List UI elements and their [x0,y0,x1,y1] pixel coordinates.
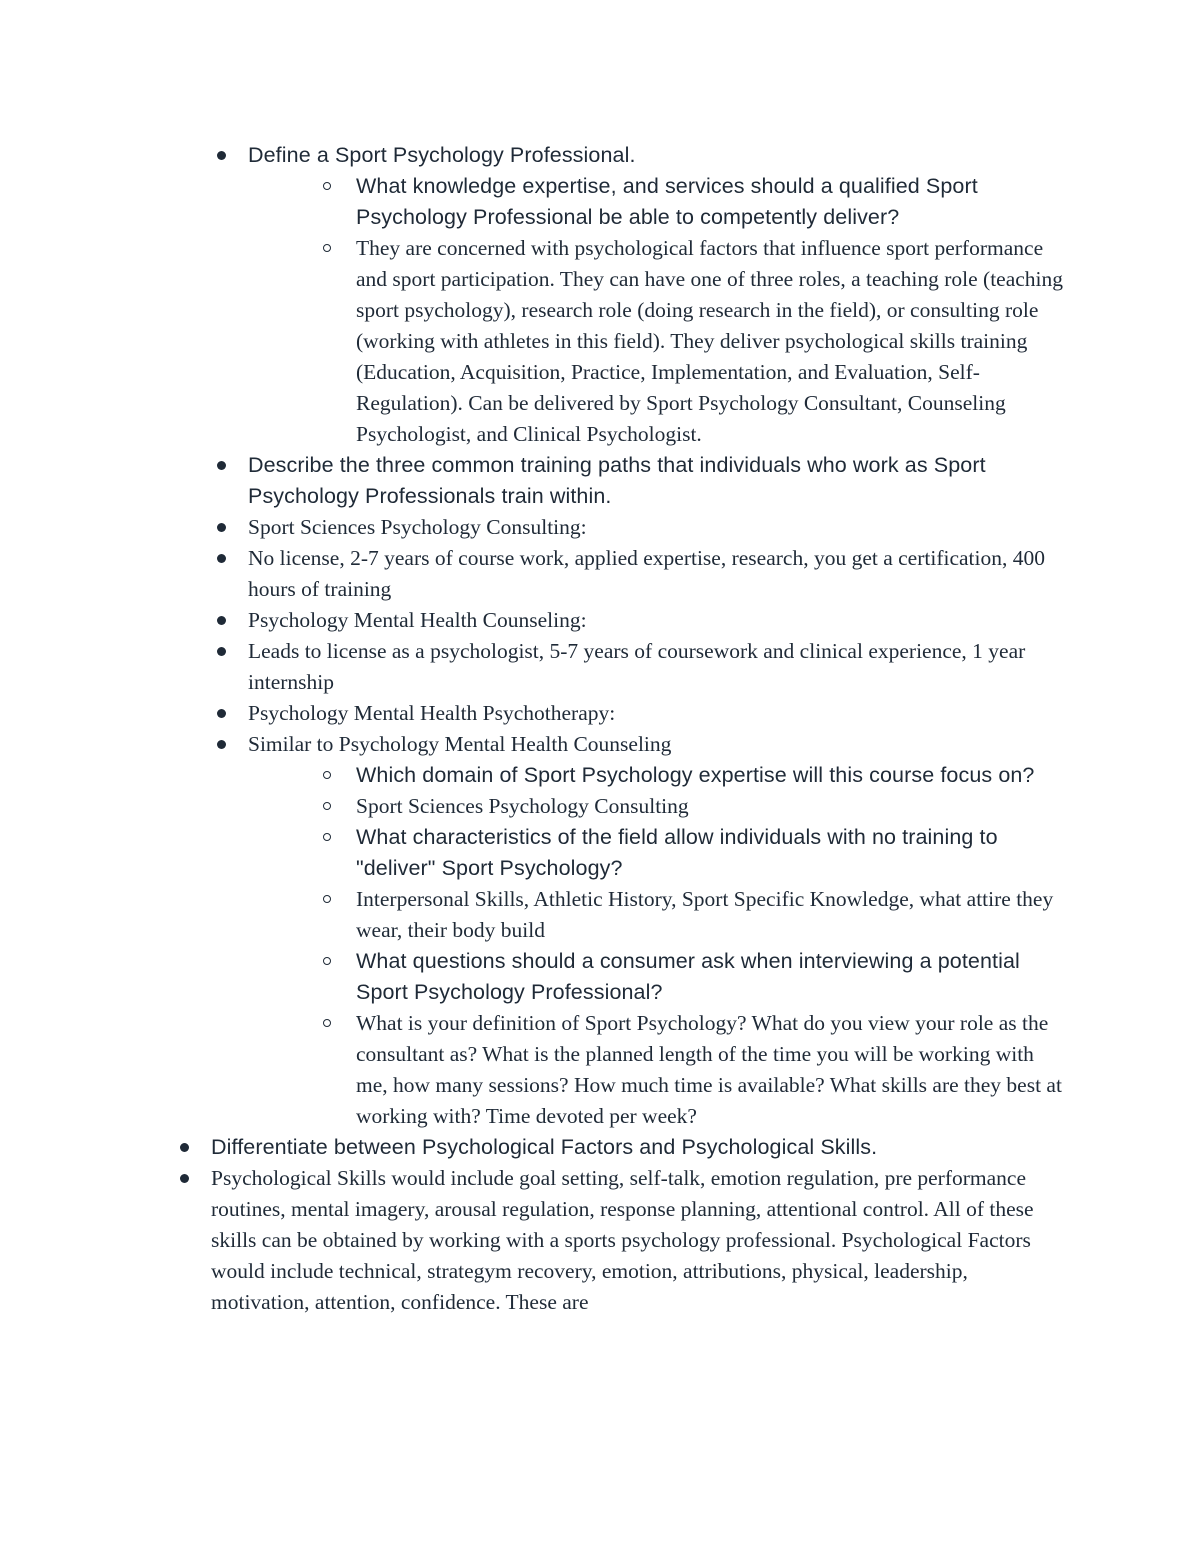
list-item [248,543,1078,605]
list-item [356,791,1066,822]
list-item-text: No license, 2-7 years of course work, applied expertise, research, you get a certification, 400 hours of training [248,546,1045,601]
bullet-disc-icon [217,151,226,160]
list-item [211,1163,1071,1318]
list-item [248,729,1078,760]
list-item [248,605,1078,636]
list-item-text: What characteristics of the field allow individuals with no training to "deliver" Sport Psychology? [356,825,998,880]
bullet-disc-icon [217,616,226,625]
list-item-text: Psychology Mental Health Counseling: [248,608,587,632]
bullet-circle-icon [323,182,331,190]
list-item [211,1132,1071,1163]
list-item [248,512,1078,543]
list-item-text: What questions should a consumer ask when interviewing a potential Sport Psychology Professional? [356,949,1020,1004]
list-item [248,698,1078,729]
list-item [356,233,1066,450]
bullet-circle-icon [323,895,331,903]
list-item [248,636,1078,698]
list-item-text: Sport Sciences Psychology Consulting [356,794,689,818]
bullet-disc-icon [217,461,226,470]
list-item-text: Psychology Mental Health Psychotherapy: [248,701,616,725]
list-item-text: Differentiate between Psychological Factors and Psychological Skills. [211,1135,878,1159]
bullet-circle-icon [323,771,331,779]
bullet-disc-icon [180,1143,189,1152]
list-item-text: Describe the three common training paths that individuals who work as Sport Psychology Professionals train within. [248,453,986,508]
list-item [356,822,1066,884]
list-item [356,884,1066,946]
bullet-circle-icon [323,833,331,841]
bullet-circle-icon [323,1019,331,1027]
bullet-circle-icon [323,957,331,965]
list-item [356,760,1066,791]
list-item-text: What knowledge expertise, and services should a qualified Sport Psychology Professional be able to competently deliver? [356,174,978,229]
list-item-text: Leads to license as a psychologist, 5-7 years of coursework and clinical experience, 1 year internship [248,639,1026,694]
list-item-text: Similar to Psychology Mental Health Counseling [248,732,672,756]
outline-list [0,140,1200,1318]
list-item [248,450,1078,512]
bullet-disc-icon [217,647,226,656]
list-item [356,1008,1066,1132]
bullet-circle-icon [323,802,331,810]
list-item-text: Define a Sport Psychology Professional. [248,143,636,167]
list-item-text: Which domain of Sport Psychology expertise will this course focus on? [356,763,1035,787]
bullet-disc-icon [217,740,226,749]
list-item [356,171,1066,233]
bullet-disc-icon [217,554,226,563]
list-item-text: Sport Sciences Psychology Consulting: [248,515,587,539]
bullet-disc-icon [180,1174,189,1183]
list-item-text: They are concerned with psychological factors that influence sport performance and sport participation. They can have one of three roles, a teaching role (teaching sport psychology), research role (doing research in the field), or consulting role (working with athletes in this field). They deliver psychological skills training (Education, Acquisition, Practice, Implementation, and Evaluation, Self-Regulation). Can be delivered by Sport Psychology Consultant, Counseling Psychologist, and Clinical Psychologist. [356,236,1064,446]
bullet-circle-icon [323,244,331,252]
list-item-text: Psychological Skills would include goal setting, self-talk, emotion regulation, pre performance routines, mental imagery, arousal regulation, response planning, attentional control. All of these skills can be obtained by working with a sports psychology professional. Psychological Factors would include technical, strategym recovery, emotion, attributions, physical, leadership, motivation, attention, confidence. These are [211,1166,1034,1314]
list-item-text: What is your definition of Sport Psychology? What do you view your role as the consultant as? What is the planned length of the time you will be working with me, how many sessions? How much time is available? What skills are they best at working with? Time devoted per week? [356,1011,1062,1128]
bullet-disc-icon [217,709,226,718]
list-item [248,140,1078,171]
list-item-text: Interpersonal Skills, Athletic History, Sport Specific Knowledge, what attire they wear, their body build [356,887,1054,942]
list-item [356,946,1066,1008]
bullet-disc-icon [217,523,226,532]
